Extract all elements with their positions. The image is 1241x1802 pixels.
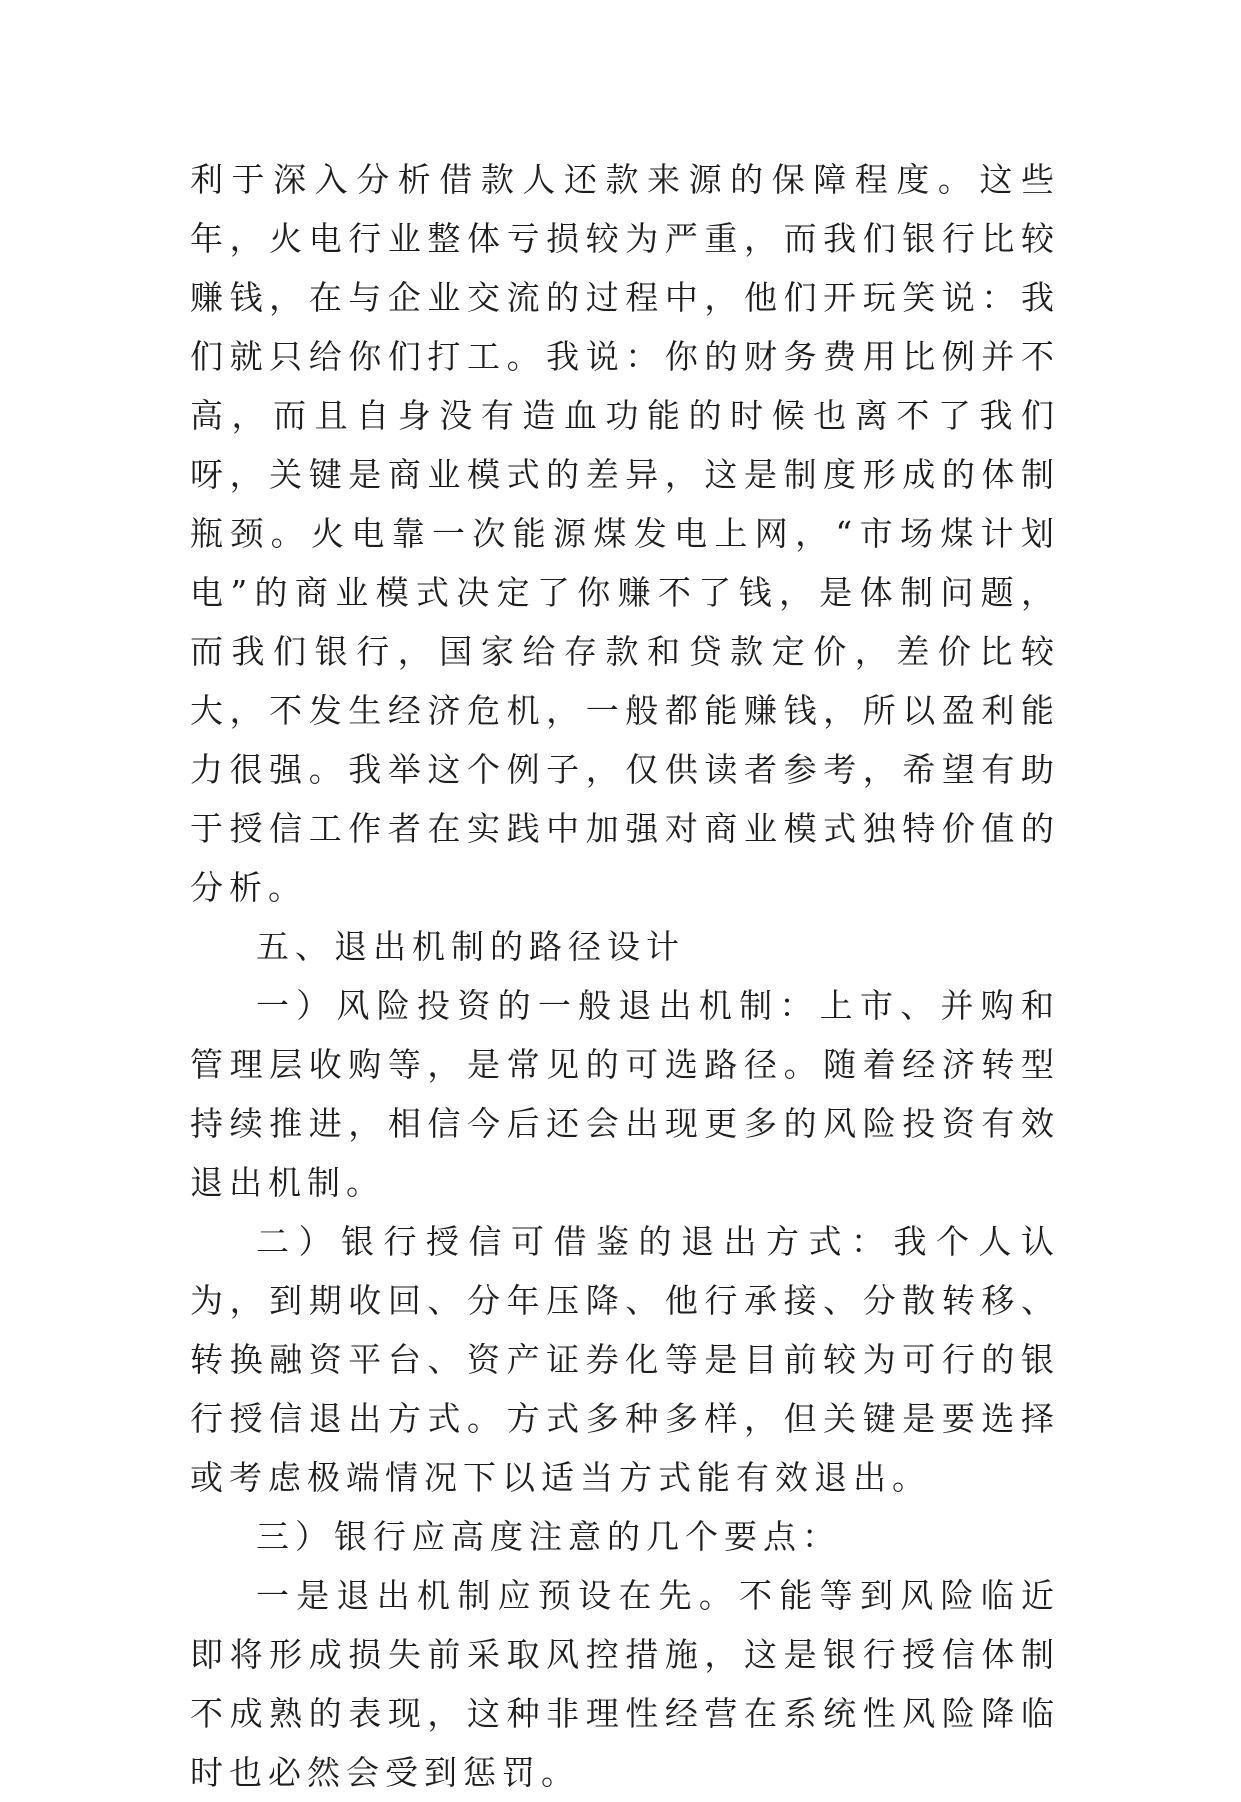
paragraph-key-points-heading: 三）银行应高度注意的几个要点： <box>256 1517 841 1556</box>
paragraph-vc-exit: 一）风险投资的一般退出机制：上市、并购和管理层收购等，是常见的可选路径。随着经济转型持续推进，相信今后还会出现更多的风险投资有效退出机制。 <box>190 986 1060 1202</box>
paragraph-bank-exit-methods: 二）银行授信可借鉴的退出方式：我个人认为，到期收回、分年压降、他行承接、分散转移、转换融资平台、资产证券化等是目前较为可行的银行授信退出方式。方式多种多样，但关键是要选择或考虑极端情况下以适当方式能有效退出。 <box>190 1222 1060 1497</box>
section-heading-exit-mechanism: 五、退出机制的路径设计 <box>256 927 685 966</box>
paragraph-continuation: 利于深入分析借款人还款来源的保障程度。这些年，火电行业整体亏损较为严重，而我们银行比较赚钱，在与企业交流的过程中，他们开玩笑说：我们就只给你们打工。我说：你的财务费用比例并不高，而且自身没有造血功能的时候也离不了我们呀，关键是商业模式的差异，这是制度形成的体制瓶颈。火电靠一次能源煤发电上网，“市场煤计划电”的商业模式决定了你赚不了钱，是体制问题，而我们银行，国家给存款和贷款定价，差价比较大，不发生经济危机，一般都能赚钱，所以盈利能力很强。我举这个例子，仅供读者参考，希望有助于授信工作者在实践中加强对商业模式独特价值的分析。 <box>190 160 1060 907</box>
paragraph-point-one: 一是退出机制应预设在先。不能等到风险临近即将形成损失前采取风控措施，这是银行授信体制不成熟的表现，这种非理性经营在系统性风险降临时也必然会受到惩罚。 <box>190 1576 1060 1792</box>
body-text <box>190 150 1060 1802</box>
